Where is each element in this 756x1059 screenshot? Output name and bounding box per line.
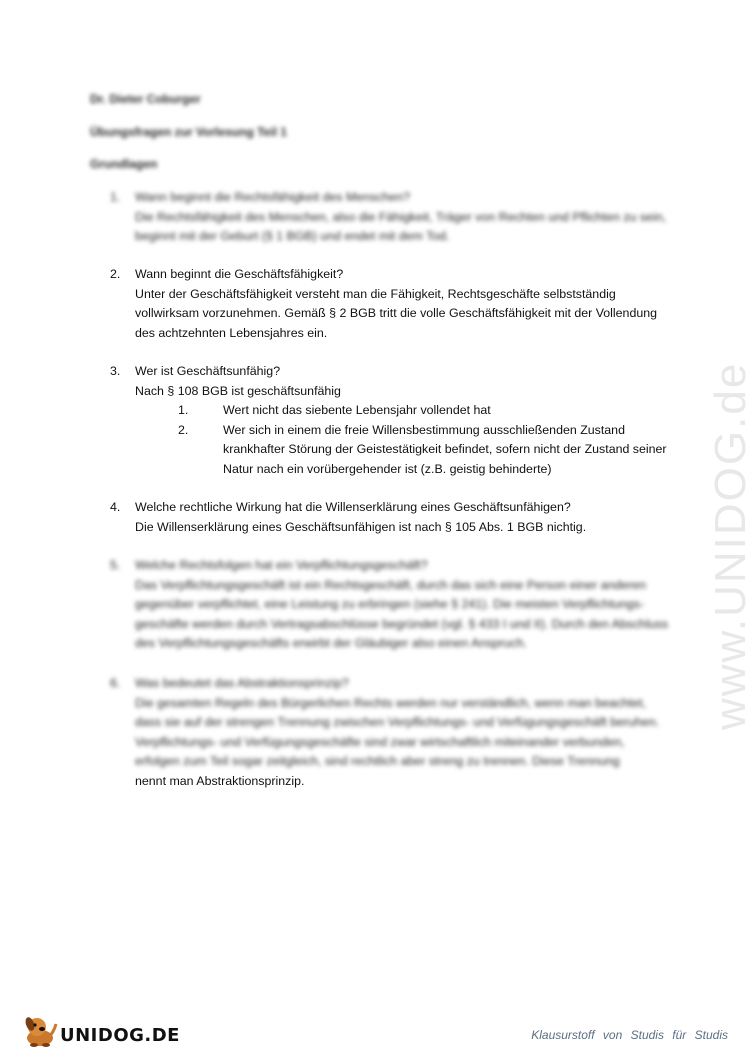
list-item-number: 1.: [178, 403, 189, 417]
watermark: www.UNIDOG.de: [706, 361, 755, 730]
list-item-text: Wer sich in einem die freie Willensbestimmung ausschließenden Zustand krankhafter Störung der Geistestätigkeit befindet, sofern nicht der Zustand seiner Natur nach ein vorübergehender ist (z.B. geistig behinderte): [223, 422, 667, 476]
author-name: Dr. Dieter Coburger: [90, 92, 201, 106]
document-title: Übungsfragen zur Vorlesung Teil 1: [90, 125, 287, 139]
answer-text: Die gesamten Regeln des Bürgerlichen Rechts werden nur verständlich, wenn man beachtet, dass sie auf der strengen Trennung zwischen Verpflichtungs- und Verfügungsgeschäft beruhen.: [135, 695, 660, 729]
question-number: 5.: [110, 558, 121, 572]
question-3: [110, 362, 670, 479]
question-text: Welche Rechtsfolgen hat ein Verpflichtungsgeschäft?: [135, 558, 428, 572]
answer-text: Die Willenserklärung eines Geschäftsunfähigen ist nach § 105 Abs. 1 BGB nichtig.: [135, 519, 587, 534]
answer-text-final: nennt man Abstraktionsprinzip.: [135, 773, 305, 788]
question-text: Welche rechtliche Wirkung hat die Willenserklärung eines Geschäftsunfähigen?: [135, 500, 571, 514]
footer-tagline: Klausurstoff von Studis für Studis: [531, 1028, 728, 1042]
question-text: Wann beginnt die Rechtsfähigkeit des Menschen?: [135, 190, 411, 204]
question-2: [110, 265, 670, 343]
dog-mascot-icon: [22, 1014, 58, 1048]
question-number: 2.: [110, 267, 121, 281]
question-5: [110, 556, 670, 654]
answer-text: Nach § 108 BGB ist geschäftsunfähig: [135, 383, 341, 398]
question-1: [110, 188, 670, 247]
list-item: [178, 421, 670, 480]
question-6: [110, 674, 670, 791]
question-number: 6.: [110, 676, 121, 690]
question-text: Wer ist Geschäftsunfähig?: [135, 364, 281, 378]
list-item-text: Wert nicht das siebente Lebensjahr vollendet hat: [223, 403, 491, 417]
question-4: [110, 498, 670, 537]
question-number: 4.: [110, 500, 121, 514]
answer-text-continued: Verpflichtungs- und Verfügungsgeschäfte sind zwar wirtschaftlich miteinander verbunden, erfolgen zum Teil sogar zeitgleich, sind rechtlich aber streng zu trennen. Diese Trennung: [135, 734, 625, 768]
list-item-number: 2.: [178, 422, 189, 437]
question-number: 1.: [110, 190, 121, 204]
question-text: Was bedeutet das Abstraktionsprinzip?: [135, 676, 349, 690]
unidog-logo: [22, 1012, 180, 1050]
question-text: Wann beginnt die Geschäftsfähigkeit?: [135, 267, 344, 281]
section-heading: Grundlagen: [90, 157, 158, 171]
answer-text: Die Rechtsfähigkeit des Menschen, also die Fähigkeit, Träger von Rechten und Pflichten zu sein, beginnt mit der Geburt (§ 1 BGB) und endet mit dem Tod.: [135, 209, 667, 243]
answer-text: Unter der Geschäftsfähigkeit versteht man die Fähigkeit, Rechtsgeschäfte selbstständig vollwirksam vorzunehmen. Gemäß § 2 BGB tritt die volle Geschäftsfähigkeit mit der Vollendung des achtzehnten Lebensjahres ein.: [135, 286, 658, 340]
list-item: [178, 401, 670, 421]
question-number: 3.: [110, 364, 121, 378]
logo-text: UNIDOG.DE: [60, 1025, 180, 1046]
answer-text: Das Verpflichtungsgeschäft ist ein Rechtsgeschäft, durch das sich eine Person einer anderen gegenüber verpflichtet, eine Leistung zu erbringen (siehe § 241). Die meisten Verpflichtungs-geschäfte werden durch Vertragsabschlüsse begründet (vgl. § 433 I und II). Durch den Abschluss des Verpflichtungsgeschäfts erwirbt der Gläubiger also einen Anspruch.: [135, 577, 669, 650]
